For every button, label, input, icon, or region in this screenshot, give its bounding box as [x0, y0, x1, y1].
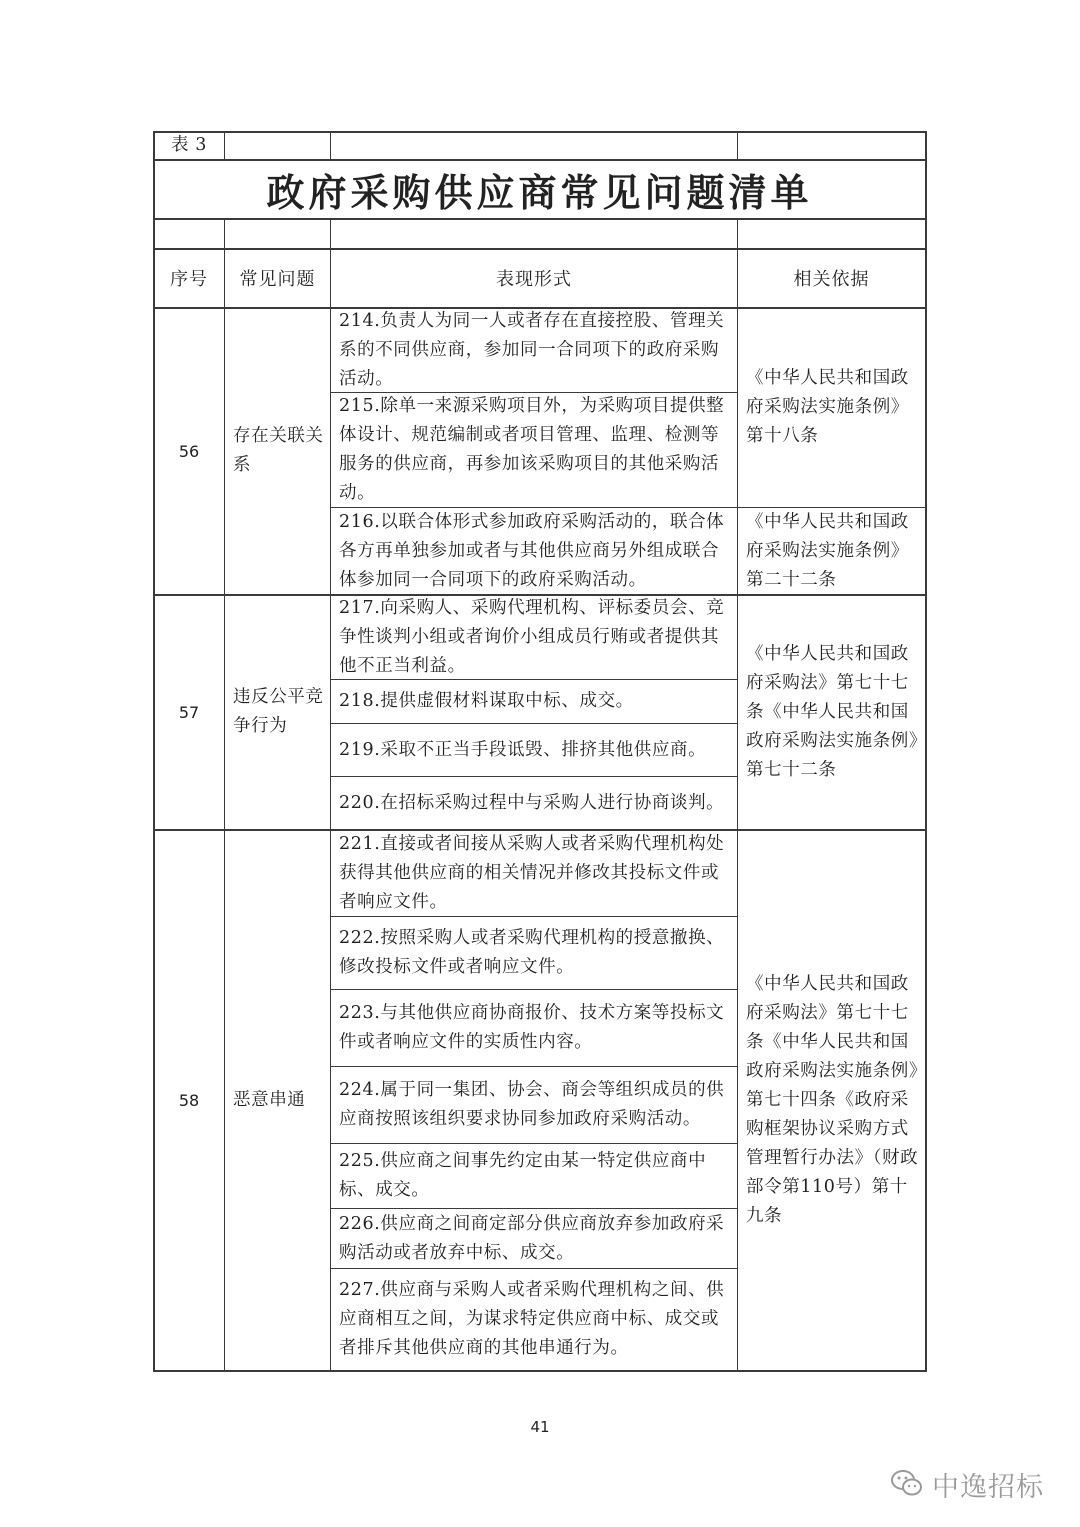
watermark — [890, 1465, 1044, 1504]
form-item-222: 222.按照采购人或者采购代理机构的授意撤换、修改投标文件或者响应文件。 — [339, 928, 725, 977]
page-number: 41 — [530, 1418, 550, 1436]
seq-56: 56 — [178, 441, 200, 461]
problem-58: 恶意串通 — [233, 1089, 306, 1110]
form-item-219: 219.采取不正当手段诋毁、排挤其他供应商。 — [339, 739, 707, 760]
form-item-224: 224.属于同一集团、协会、商会等组织成员的供应商按照该组织要求协同参加政府采购活动。 — [339, 1080, 725, 1129]
form-item-214: 214.负责人为同一人或者存在直接控股、管理关系的不同供应商，参加同一合同项下的政府采购活动。 — [339, 310, 725, 389]
basis-57: 《中华人民共和国政府采购法》第七十七条《中华人民共和国政府采购法实施条例》第七十二条 — [746, 643, 919, 780]
page-title: 政府采购供应商常见问题清单 — [266, 169, 813, 215]
basis-58: 《中华人民共和国政府采购法》第七十七条《中华人民共和国政府采购法实施条例》第七十四条《政府采购框架协议采购方式管理暂行办法》（财政部令第110号）第十九条 — [746, 973, 919, 1226]
form-item-226: 226.供应商之间商定部分供应商放弃参加政府采购活动或者放弃中标、成交。 — [339, 1213, 725, 1263]
problem-56: 存在关联关系 — [233, 426, 324, 475]
table-label: 表 3 — [171, 135, 207, 155]
problem-57: 违反公平竞争行为 — [233, 687, 324, 736]
form-item-223: 223.与其他供应商协商报价、技术方案等投标文件或者响应文件的实质性内容。 — [339, 1003, 725, 1052]
form-item-215: 215.除单一来源采购项目外，为采购项目提供整体设计、规范编制或者项目管理、监理、检测等服务的供应商，再参加该采购项目的其他采购活动。 — [339, 396, 725, 503]
form-item-220: 220.在招标采购过程中与采购人进行协商谈判。 — [339, 792, 725, 813]
basis-56-a: 《中华人民共和国政府采购法实施条例》第十八条 — [746, 368, 909, 446]
wechat-icon — [890, 1468, 924, 1502]
seq-57: 57 — [178, 702, 200, 722]
form-item-225: 225.供应商之间事先约定由某一特定供应商中标、成交。 — [339, 1151, 707, 1200]
basis-56-b: 《中华人民共和国政府采购法实施条例》第二十二条 — [746, 511, 909, 590]
header-form: 表现形式 — [496, 269, 572, 290]
header-seq: 序号 — [170, 269, 208, 290]
form-item-221: 221.直接或者间接从采购人或者采购代理机构处获得其他供应商的相关情况并修改其投标文件或者响应文件。 — [339, 833, 725, 912]
watermark-text: 中逸招标 — [932, 1472, 1044, 1503]
header-basis: 相关依据 — [793, 269, 870, 290]
seq-58: 58 — [178, 1090, 200, 1110]
header-problem: 常见问题 — [239, 269, 316, 290]
form-item-227: 227.供应商与采购人或者采购代理机构之间、供应商相互之间，为谋求特定供应商中标、成交或者排斥其他供应商的其他串通行为。 — [339, 1280, 725, 1358]
form-item-216: 216.以联合体形式参加政府采购活动的，联合体各方再单独参加或者与其他供应商另外组成联合体参加同一合同项下的政府采购活动。 — [339, 511, 725, 590]
form-item-218: 218.提供虚假材料谋取中标、成交。 — [339, 691, 634, 711]
form-item-217: 217.向采购人、采购代理机构、评标委员会、竞争性谈判小组或者询价小组成员行贿或者提供其他不正当利益。 — [339, 597, 725, 676]
